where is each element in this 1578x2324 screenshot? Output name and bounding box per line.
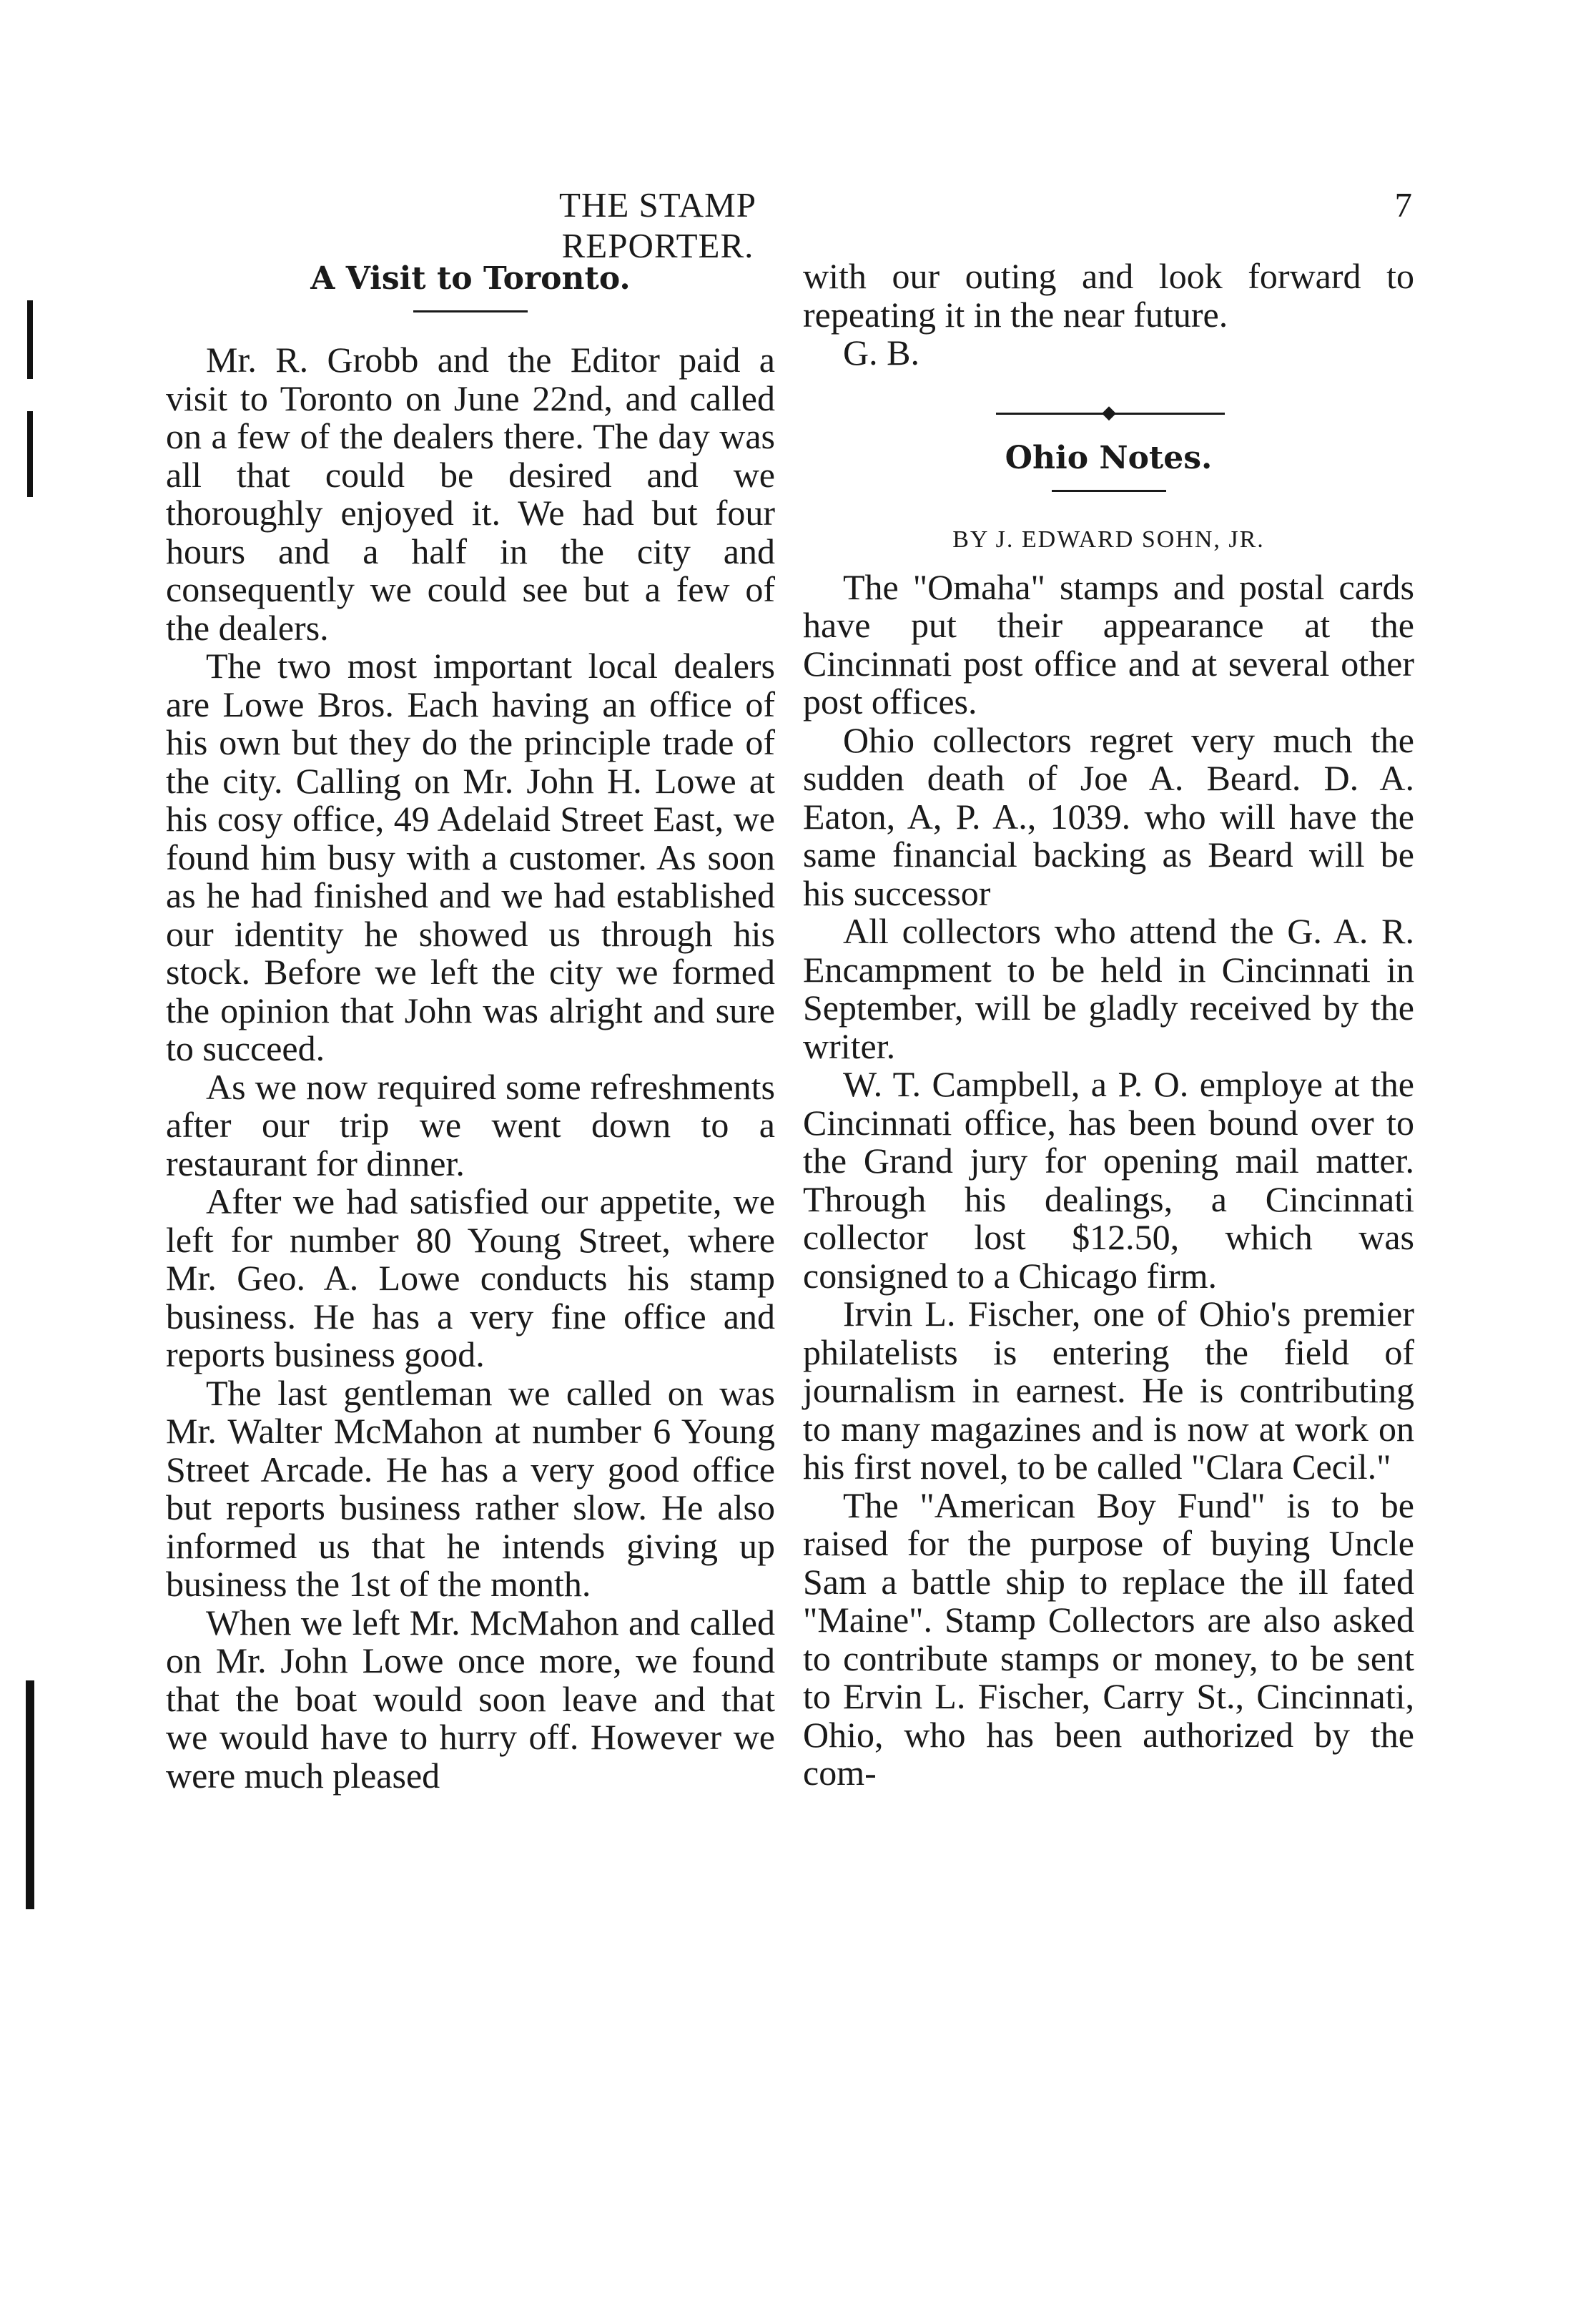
paragraph: All collectors who attend the G. A. R. Encampment to be held in Cincinnati in September, will be gladly received by the writer. [803, 911, 1414, 1066]
left-column [166, 257, 775, 1795]
paragraph: The "American Boy Fund" is to be raised for the purpose of buying Uncle Sam a battle ship to replace the ill fated "Maine". Stamp Collectors are also asked to contribute stamps or money, to be sent to Ervin L. Fischer, Carry St., Cincinnati, Ohio, who has been authorized by the com- [803, 1484, 1414, 1793]
paragraph: Irvin L. Fischer, one of Ohio's premier philatelists is entering the field of journalism in earnest. He is contributing to many magazines and is now at work on his first novel, to be called "Clara Cecil." [803, 1294, 1414, 1487]
continuation-paragraph: with our outing and look forward to repeating it in the near future. [803, 256, 1414, 335]
paragraph: When we left Mr. McMahon and called on Mr. John Lowe once more, we found that the boat would soon leave and that we would have to hurry off. However we were much pleased [166, 1602, 775, 1796]
signoff: G. B. [843, 333, 919, 373]
page-number: 7 [1394, 185, 1412, 225]
paragraph: The two most important local dealers are Lowe Bros. Each having an office of his own but they do the principle trade of the city. Calling on Mr. John H. Lowe at his cosy office, 49 Adelaid Street East, we found him busy with a customer. As soon as he had finished and we had established our identity he showed us through his stock. Before we left the city we formed the opinion that John was alright and sure to succeed. [166, 646, 775, 1068]
heading-rule [413, 310, 528, 312]
article-heading: Ohio Notes. [1005, 439, 1213, 476]
article-heading: A Visit to Toronto. [310, 260, 631, 297]
right-column [803, 257, 1414, 1793]
binding-mark [26, 1766, 34, 1909]
paragraph: W. T. Campbell, a P. O. employe at the Cincinnati office, has been bound over to the Grand jury for opening mail matter. Through his dealings, a Cincinnati collector lost $12.50, which was consigned to a Chicago firm. [803, 1064, 1414, 1296]
binding-mark [27, 300, 33, 379]
byline: BY J. EDWARD SOHN, JR. [952, 526, 1265, 553]
heading-rule [1052, 490, 1166, 492]
paragraph: As we now required some refreshments after our trip we went down to a restaurant for dinner. [166, 1066, 775, 1183]
paragraph: Ohio collectors regret very much the sudden death of Joe A. Beard. D. A. Eaton, A, P. A., 1039. who will have the same financial backing as Beard will be his successor [803, 719, 1414, 913]
running-head: THE STAMP REPORTER. [559, 185, 756, 265]
paragraph: The "Omaha" stamps and postal cards have put their appearance at the Cincinnati post office and at several other post offices. [803, 566, 1414, 722]
section-ornament: ◆ [803, 398, 1414, 427]
paragraph: After we had satisfied our appetite, we left for number 80 Young Street, where Mr. Geo. A. Lowe conducts his stamp business. He has a very fine office and reports business good. [166, 1181, 775, 1374]
paragraph: The last gentleman we called on was Mr. Walter McMahon at number 6 Young Street Arcade. He has a very good office but reports business rather slow. He also informed us that he intends giving up business the 1st of the month. [166, 1372, 775, 1604]
paragraph: Mr. R. Grobb and the Editor paid a visit to Toronto on June 22nd, and called on a few of the dealers there. The day was all that could be desired and we thoroughly enjoyed it. We had but four hours and a half in the city and consequently we could see but a few of the dealers. [166, 340, 775, 648]
binding-mark [27, 411, 33, 497]
